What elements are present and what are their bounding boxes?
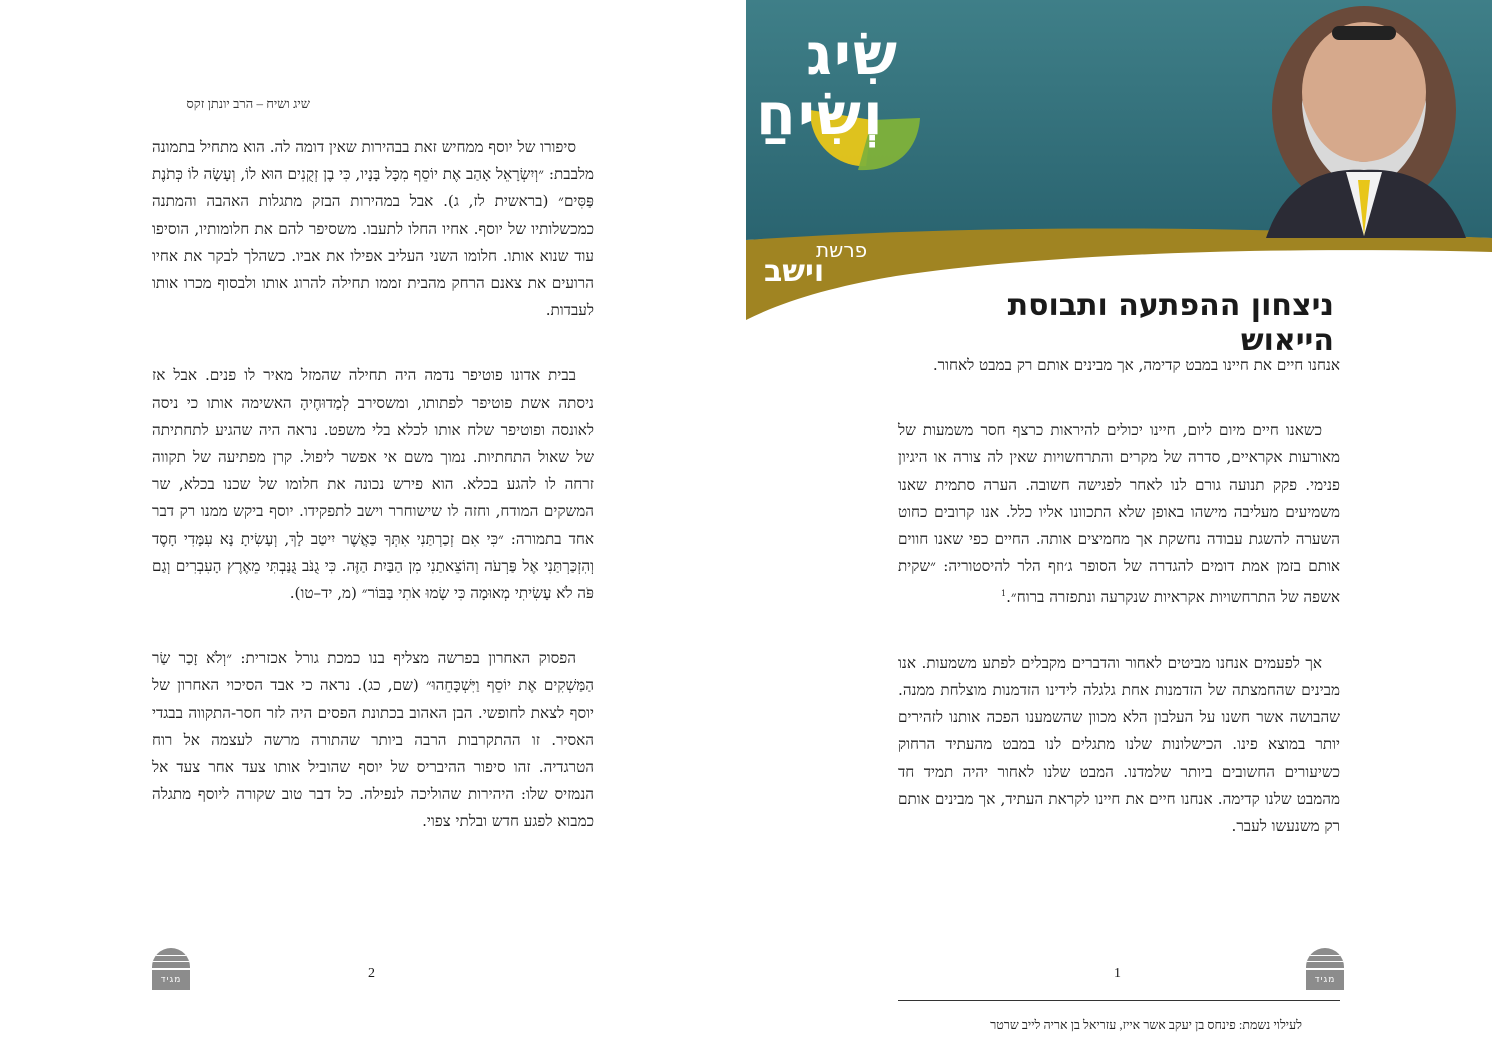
page-number: 1 — [1114, 966, 1121, 981]
right-page — [746, 0, 1492, 1058]
parsha-label: פרשת — [816, 238, 868, 262]
parsha-banner — [746, 0, 1492, 320]
publisher-logo-label: מגיד — [1306, 970, 1344, 990]
running-header: שיג ושיח – הרב יונתן זקס — [186, 96, 310, 111]
right-page-body — [898, 352, 1340, 878]
paragraph: הפסוק האחרון בפרשה מצליף בנו כמכת גורל אכזרית: ״וְלֹא זָכַר שַׂר הַמַּשְׁקִים אֶת יוֹסֵף וַיִּשְׁכָּחֵהוּ״ (שם, כג). נראה כי אבד הסיכוי האחרון של יוסף לצאת לחופשי. הבן האהוב בכתונת הפסים היה לזר חסר-התקווה בבגדי האסיר. זו ההתקרבות הרבה ביותר שהתורה מרשה לעצמה אל רוח הטרגדיה. זהו סיפור ההיבריס של יוסף שהוביל אותו צעד אחר צעד אל הנמזיס שלו: היהירות שהוליכה לנפילה. כל דבר טוב שקורה ליוסף מתגלה כמבוא לפגע חדש ובלתי צפוי. — [152, 649, 594, 831]
paragraph-text: כשאנו חיים מיום ליום, חיינו יכולים להיראות כרצף חסר משמעות של מאורעות אקראיים, סדרה של מקרים והתרחשויות שאין לה צורה או היגיון פנימי. פקק תנועה גורם לנו לאחר לפגישה חשובה. הערה סתמית שאנו משמיעים מעליבה מישהו באופן שלא התכוונו אליו כלל. אנו קרובים כחוט השערה להשגת עבודה נחשקת אך מחמיצים אותה. החיים כפי שאנו חווים אותם בזמן אמת דומים להגדרה של הסופר ג׳וזף הלר להיסטוריה: ״שקית אשפה של התרחשויות אקראיות שנקרעה ונתפזרה ברוח״. — [898, 421, 1340, 607]
publisher-logo — [152, 948, 190, 992]
paragraph: בבית אדונו פוטיפר נדמה היה תחילה שהמזל מאיר לו פנים. אבל אז ניסתה אשת פוטיפר לפתותו, ומשסירב לְמַדוּחֶיהָ האשימה אותו כי ניסה לאונסה ופוטיפר שלח אותו לכלא בלי משפט. נראה היה שהגיע לתחתיתה של שאול התחתיות. נמוך משם אי אפשר ליפול. קרן מפתיעה של תקווה זרחה לו להגע בכלא. הוא פירש נכונה את חלומו של שכנו בכלא, שר המשקים המודח, וחזה לו שישוחרר וישב לתפקידו. יוסף ביקש ממנו רק דבר אחד בתמורה: ״כִּי אִם זְכַרְתַּנִי אִתְּךָ כַּאֲשֶׁר יִיטַב לָךְ, וְעָשִׂיתָ נָּא עִמָּדִי חָסֶד וְהִזְכַּרְתַּנִי אֶל פַּרְעֹה וְהוֹצֵאתַנִי מִן הַבַּיִת הַזֶּה. כִּי גֻנֹּב גֻּנַּבְתִּי מֵאֶרֶץ הָעִבְרִים וְגַם פֹּה לֹא עָשִׂיתִי מְאוּמָה כִּי שָׂמוּ אֹתִי בַּבּוֹר״ (מ, יד–טו). — [152, 366, 594, 603]
footnote-marker[interactable]: 1 — [1001, 589, 1007, 599]
logo-title-line2: וְשִׂיחַ — [756, 80, 885, 148]
dome-icon — [152, 948, 190, 968]
dedication: לעילוי נשמת: פינחס בן יעקב אשר אייז, עזריאל בן אריה לייב שרטר — [990, 1018, 1302, 1032]
paragraph: אנחנו חיים את חיינו במבט קדימה, אך מבינים אותם רק במבט לאחור. — [932, 356, 1340, 374]
footnote-divider — [898, 1000, 1340, 1001]
page-number: 2 — [368, 966, 375, 981]
paragraph: סיפורו של יוסף ממחיש זאת בבהירות שאין דומה לה. הוא מתחיל בתמונה מלבבת: ״וְיִשְׂרָאֵל אָהַב אֶת יוֹסֵף מִכָּל בָּנָיו, כִּי בֶן זְקֻנִים הוּא לוֹ, וְעָשָׂה לוֹ כְּתֹנֶת פַּסִּים״ (בראשית לז, ג). אבל במהירות הבזק מתגלות האהבה והמתנה כמכשלותיו של יוסף. אחיו החלו לתעבו. משסיפר להם את חלומותיו, הוסיפו עוד שנוא אותו. חלומו השני העליב אפילו את אביו. כשהלך לבקר את אחיו הרועים את צאנם הרחק מהבית זממו תחילה להרוג אותו ולבסוף מכרו אותו לעבדות. — [152, 138, 594, 320]
left-page-body — [152, 134, 594, 874]
publisher-logo-label: מגיד — [152, 970, 190, 990]
article-title: ניצחון ההפתעה ותבוסת הייאוש — [1007, 288, 1334, 358]
publisher-logo — [1306, 948, 1344, 992]
dome-icon — [1306, 948, 1344, 968]
logo-title-line1: שִׂיג — [806, 20, 899, 88]
paragraph: אך לפעמים אנחנו מביטים לאחור והדברים מקבלים לפתע משמעות. אנו מבינים שהחמצתה של הזדמנות אחת גלגלה לידינו הזדמנות מוצלחת ממנה. שהבושה אשר חשנו על העלבון הלא מכוון שהשמענו הפכה אותנו לזהירים יותר במוצא פינו. הכישלונות שלנו מתגלים לנו במבט מהעתיד הרחוק כשיעורים החשובים ביותר שלמדנו. המבט שלנו לאחור יהיה תמיד חד מהמבט שלנו קדימה. אנחנו חיים את חיינו לקראת העתיד, אך מבינים אותם רק משנעשו לעבר. — [898, 653, 1340, 835]
parsha-name: וישב — [764, 254, 825, 289]
paragraph — [898, 417, 1340, 611]
